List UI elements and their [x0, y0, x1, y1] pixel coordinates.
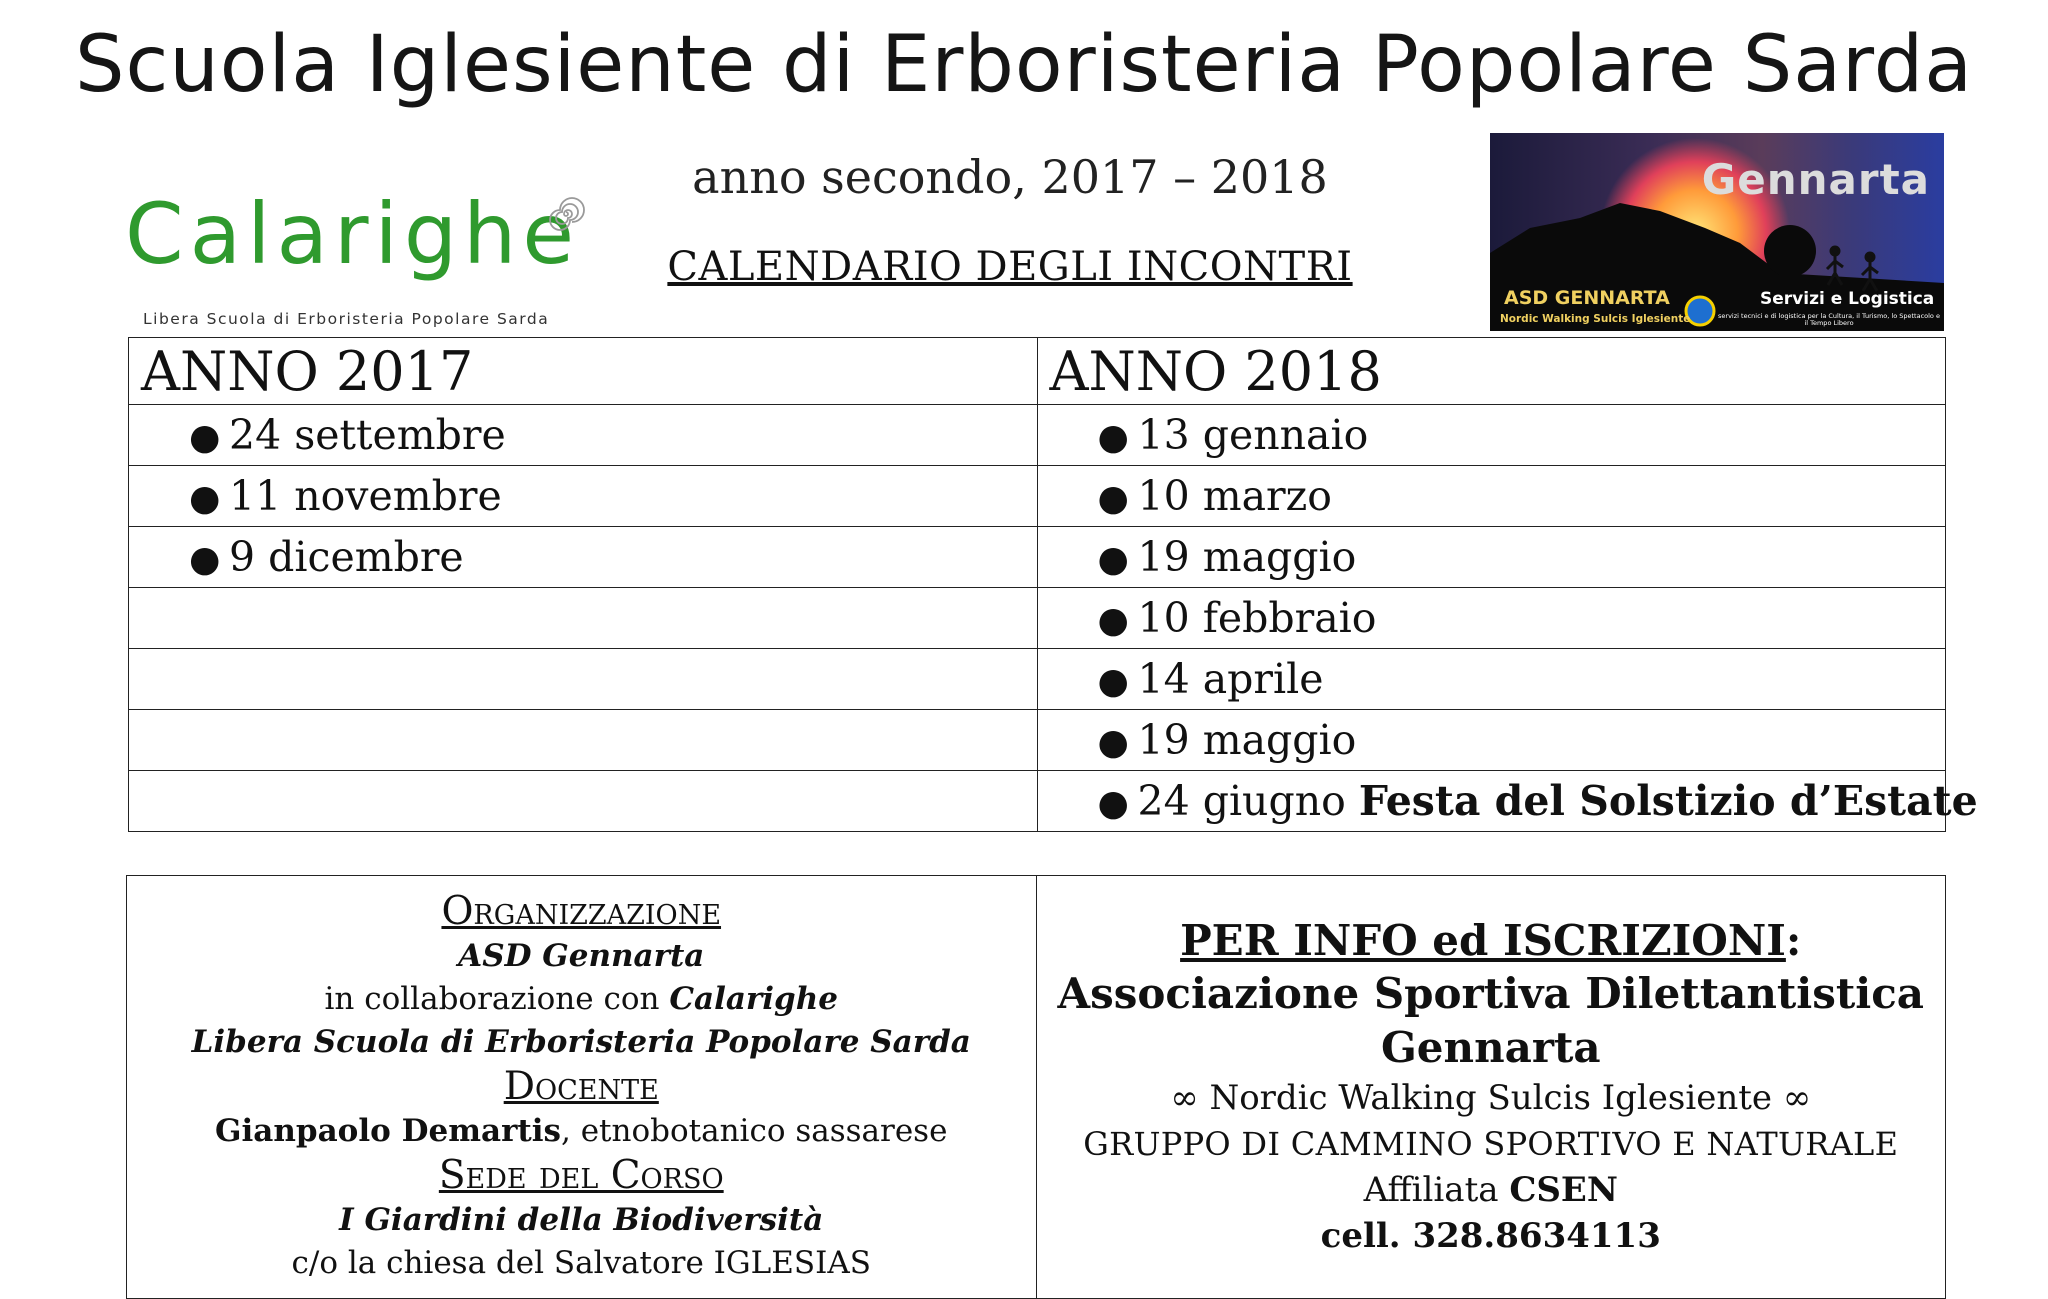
cell-2017-empty [129, 771, 1038, 832]
bullet-icon: ● [189, 539, 221, 580]
collab-name: Calarighe [669, 981, 838, 1017]
phone-number: cell. 328.8634113 [1320, 1216, 1661, 1256]
info-table [126, 875, 1946, 1299]
cell-2017-empty [129, 710, 1038, 771]
gennarta-logo [1490, 133, 1944, 331]
cell-2018 [1037, 649, 1946, 710]
calendar-header-row [129, 338, 1946, 405]
assoc-line2: Gennarta [1380, 1023, 1601, 1072]
cell-2017 [129, 527, 1038, 588]
cell-2017-empty [129, 649, 1038, 710]
date-2018: 14 aprile [1137, 655, 1324, 703]
org-name: ASD Gennarta [458, 938, 705, 974]
table-row [129, 588, 1946, 649]
docente-heading: Docente [503, 1064, 659, 1109]
info-heading-text: PER INFO ed ISCRIZIONI [1180, 916, 1786, 965]
bullet-icon: ● [1097, 600, 1129, 641]
bullet-icon: ● [1097, 539, 1129, 580]
cell-2018 [1037, 588, 1946, 649]
table-row [129, 466, 1946, 527]
sede-address: c/o la chiesa del Salvatore IGLESIAS [291, 1245, 871, 1281]
docente-role: , etnobotanico sassarese [560, 1113, 948, 1149]
cell-2018 [1037, 771, 1978, 832]
docente-line [127, 1110, 1036, 1153]
gennarta-logo-asd: ASD GENNARTA [1504, 287, 1670, 309]
table-row [129, 405, 1946, 466]
cell-2017-empty [129, 588, 1038, 649]
cell-2018 [1037, 710, 1946, 771]
table-row [129, 649, 1946, 710]
gruppo-line: GRUPPO DI CAMMINO SPORTIVO E NATURALE [1083, 1125, 1899, 1163]
collab-line [127, 978, 1036, 1021]
date-2018: 24 giugno [1137, 777, 1346, 825]
organization-cell [127, 876, 1037, 1299]
bullet-icon: ● [1097, 722, 1129, 763]
affiliata-name: CSEN [1509, 1170, 1618, 1210]
solstice-event: Festa del Solstizio d’Estate [1358, 777, 1978, 825]
info-cell [1036, 876, 1946, 1299]
header-2018: ANNO 2018 [1037, 338, 1946, 405]
gennarta-logo-servizi: Servizi e Logistica [1760, 289, 1935, 309]
table-row [129, 710, 1946, 771]
cell-2017 [129, 405, 1038, 466]
calendar-table [128, 337, 1978, 832]
calendar-heading: CALENDARIO DEGLI INCONTRI [667, 244, 1353, 290]
table-row [129, 771, 1946, 832]
organization-heading: Organizzazione [441, 889, 722, 934]
bullet-icon: ● [189, 417, 221, 458]
affiliata-line [1037, 1167, 1946, 1213]
calarighe-logo-name: Calarighe [125, 185, 581, 283]
bullet-icon: ● [1097, 661, 1129, 702]
info-heading [1037, 915, 1946, 967]
info-heading-colon: : [1785, 916, 1802, 965]
date-2017: 9 dicembre [229, 533, 464, 581]
date-2018: 10 marzo [1137, 472, 1332, 520]
date-2018: 10 febbraio [1137, 594, 1377, 642]
collab-full: Libera Scuola di Erboristeria Popolare Sarda [191, 1024, 971, 1060]
gennarta-logo-tiny-text: servizi tecnici e di logistica per la Cultura, il Turismo, lo Spettacolo e il Tempo Libero [1718, 312, 1940, 327]
cell-2018 [1037, 466, 1946, 527]
header-2017: ANNO 2017 [129, 338, 1038, 405]
cell-2017 [129, 466, 1038, 527]
bullet-icon: ● [1097, 478, 1129, 519]
gennarta-logo-nordic: Nordic Walking Sulcis Iglesiente [1500, 313, 1691, 325]
sede-heading: Sede del Corso [438, 1153, 724, 1198]
bullet-icon: ● [1097, 417, 1129, 458]
nordic-line: ∞ Nordic Walking Sulcis Iglesiente ∞ [1170, 1078, 1812, 1118]
gennarta-logo-title: Gennarta [1701, 155, 1930, 204]
date-2018: 19 maggio [1137, 533, 1357, 581]
date-2017: 11 novembre [229, 472, 502, 520]
docente-name: Gianpaolo Demartis [215, 1113, 561, 1149]
page-title: Scuola Iglesiente di Erboristeria Popolare Sarda [74, 20, 1974, 110]
cell-2018 [1037, 527, 1946, 588]
date-2018: 13 gennaio [1137, 411, 1369, 459]
calarighe-logo-tagline: Libera Scuola di Erboristeria Popolare Sarda [143, 310, 550, 328]
table-row [129, 527, 1946, 588]
calarighe-logo [125, 185, 595, 335]
sede-name: I Giardini della Biodiversità [339, 1202, 824, 1238]
bullet-icon: ● [1097, 783, 1129, 824]
cell-2018 [1037, 405, 1946, 466]
date-2018: 19 maggio [1137, 716, 1357, 764]
bullet-icon: ● [189, 478, 221, 519]
collab-prefix: in collaborazione con [324, 981, 660, 1017]
affiliata-prefix: Affiliata [1363, 1170, 1510, 1210]
date-2017: 24 settembre [229, 411, 506, 459]
subtitle: anno secondo, 2017 – 2018 [692, 150, 1328, 204]
assoc-line1: Associazione Sportiva Dilettantistica [1057, 969, 1925, 1018]
